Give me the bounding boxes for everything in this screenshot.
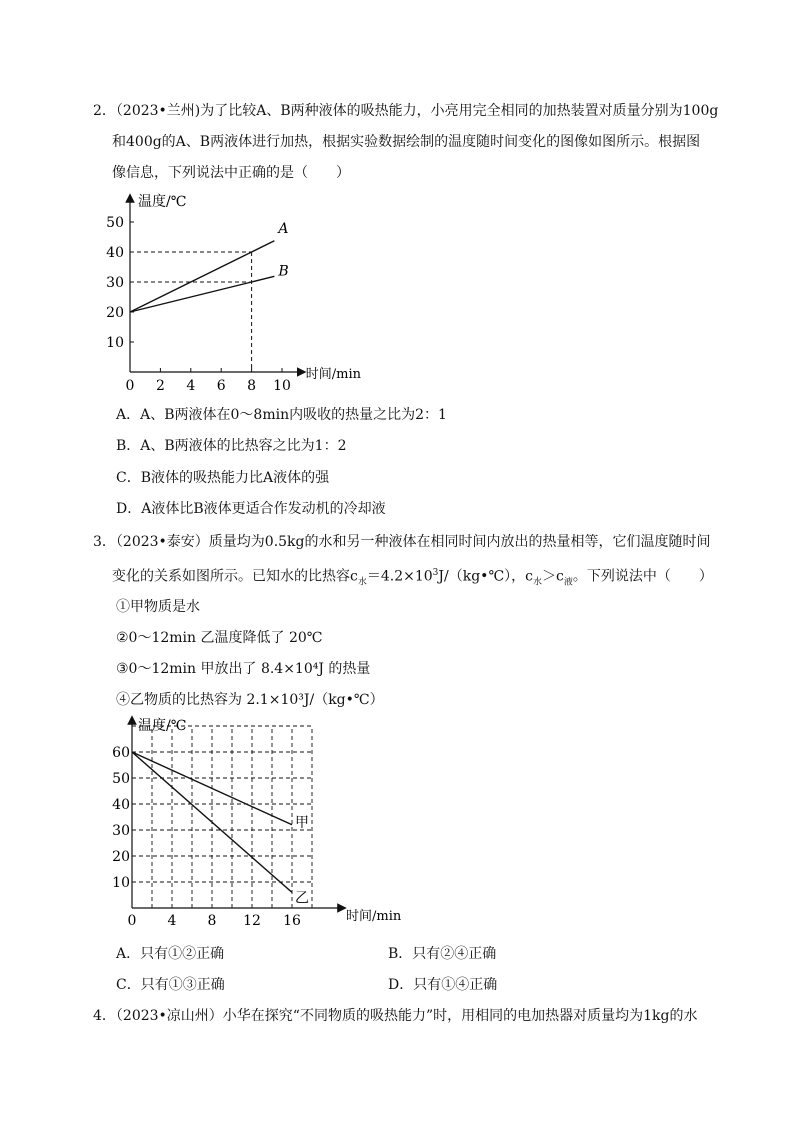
q2-option-b: B．A、B两液体的比热容之比为1：2 [116, 438, 347, 454]
q3-statement-4: ④乙物质的比热容为 2.1×10³J/（kg•℃） [116, 692, 384, 708]
x-tick-label: 16 [283, 913, 301, 929]
q2-stem-line2: 和400g的A、B两液体进行加热，根据实验数据绘制的温度随时间变化的图像如图所示。根据图 [112, 134, 701, 150]
q3-stem-line2: 变化的关系如图所示。已知水的比热容$c_水=4.2\times 10^3J/(kg•℃)$，$c_水>c_液$。下列说法中（ ） [112, 568, 713, 588]
q2-chart [100, 190, 370, 395]
series-line-A [130, 241, 274, 312]
y-tick-label: 20 [112, 849, 130, 865]
q3-option-d: D．只有①④正确 [388, 977, 498, 993]
q2-stem-line3: 像信息，下列说法中正确的是（ ） [112, 165, 350, 181]
y-tick-label: 40 [112, 797, 130, 813]
x-tick-label: 8 [247, 378, 257, 394]
x-tick-label: 12 [243, 913, 261, 929]
x-tick-label: 0 [127, 913, 137, 929]
x-tick-label: 2 [155, 378, 165, 394]
y-tick-label: 60 [112, 745, 130, 761]
y-tick-label: 30 [106, 275, 124, 291]
q2-option-c: C．B液体的吸热能力比A液体的强 [116, 470, 330, 486]
q3-option-b: B．只有②④正确 [388, 946, 497, 962]
x-axis-label: 时间/min [346, 909, 402, 924]
y-tick-label: 10 [106, 335, 124, 351]
x-tick-label: 6 [216, 378, 226, 394]
q3-stem-line1: 3．（2023•泰安）质量均为0.5kg的水和另一种液体在相同时间内放出的热量相等，它们温度随时间 [93, 534, 711, 550]
q3-option-a: A．只有①②正确 [116, 946, 225, 962]
q3-statement-3: ③0～12min 甲放出了 8.4×10⁴J 的热量 [116, 661, 371, 677]
q2-option-d: D．A液体比B液体更适合作发动机的冷却液 [116, 501, 386, 517]
y-tick-label: 10 [112, 875, 130, 891]
q3-statement-1: ①甲物质是水 [116, 599, 200, 615]
x-tick-label: 10 [273, 378, 291, 394]
series-label-B: B [278, 263, 289, 280]
y-tick-label: 50 [112, 771, 130, 787]
series-label-A: A [278, 220, 289, 237]
y-tick-label: 30 [112, 823, 130, 839]
x-tick-label: 4 [167, 913, 177, 929]
x-tick-label: 0 [125, 378, 135, 394]
q2-stem-line1: 2．（2023•兰州)为了比较A、B两种液体的吸热能力，小亮用完全相同的加热装置对质量分别为100g [93, 103, 719, 119]
y-axis-label: 温度/℃ [138, 194, 187, 210]
q3-option-c: C．只有①③正确 [116, 977, 225, 993]
y-tick-label: 40 [106, 245, 124, 261]
q3-statement-2: ②0～12min 乙温度降低了 20℃ [116, 630, 323, 646]
x-tick-label: 4 [186, 378, 196, 394]
x-axis-label: 时间/min [305, 367, 362, 382]
y-tick-label: 20 [106, 305, 124, 321]
q2-option-a: A．A、B两液体在0～8min内吸收的热量之比为2：1 [116, 407, 447, 423]
series-label-甲: 甲 [295, 814, 309, 831]
y-axis-label: 温度/℃ [138, 718, 187, 734]
y-tick-label: 50 [106, 215, 124, 231]
q3-chart [105, 712, 402, 932]
series-label-乙: 乙 [295, 890, 309, 907]
q4-stem-line1: 4．（2023•凉山州）小华在探究“不同物质的吸热能力”时，用相同的电加热器对质量均为1kg的水 [93, 1008, 698, 1024]
x-tick-label: 8 [207, 913, 217, 929]
